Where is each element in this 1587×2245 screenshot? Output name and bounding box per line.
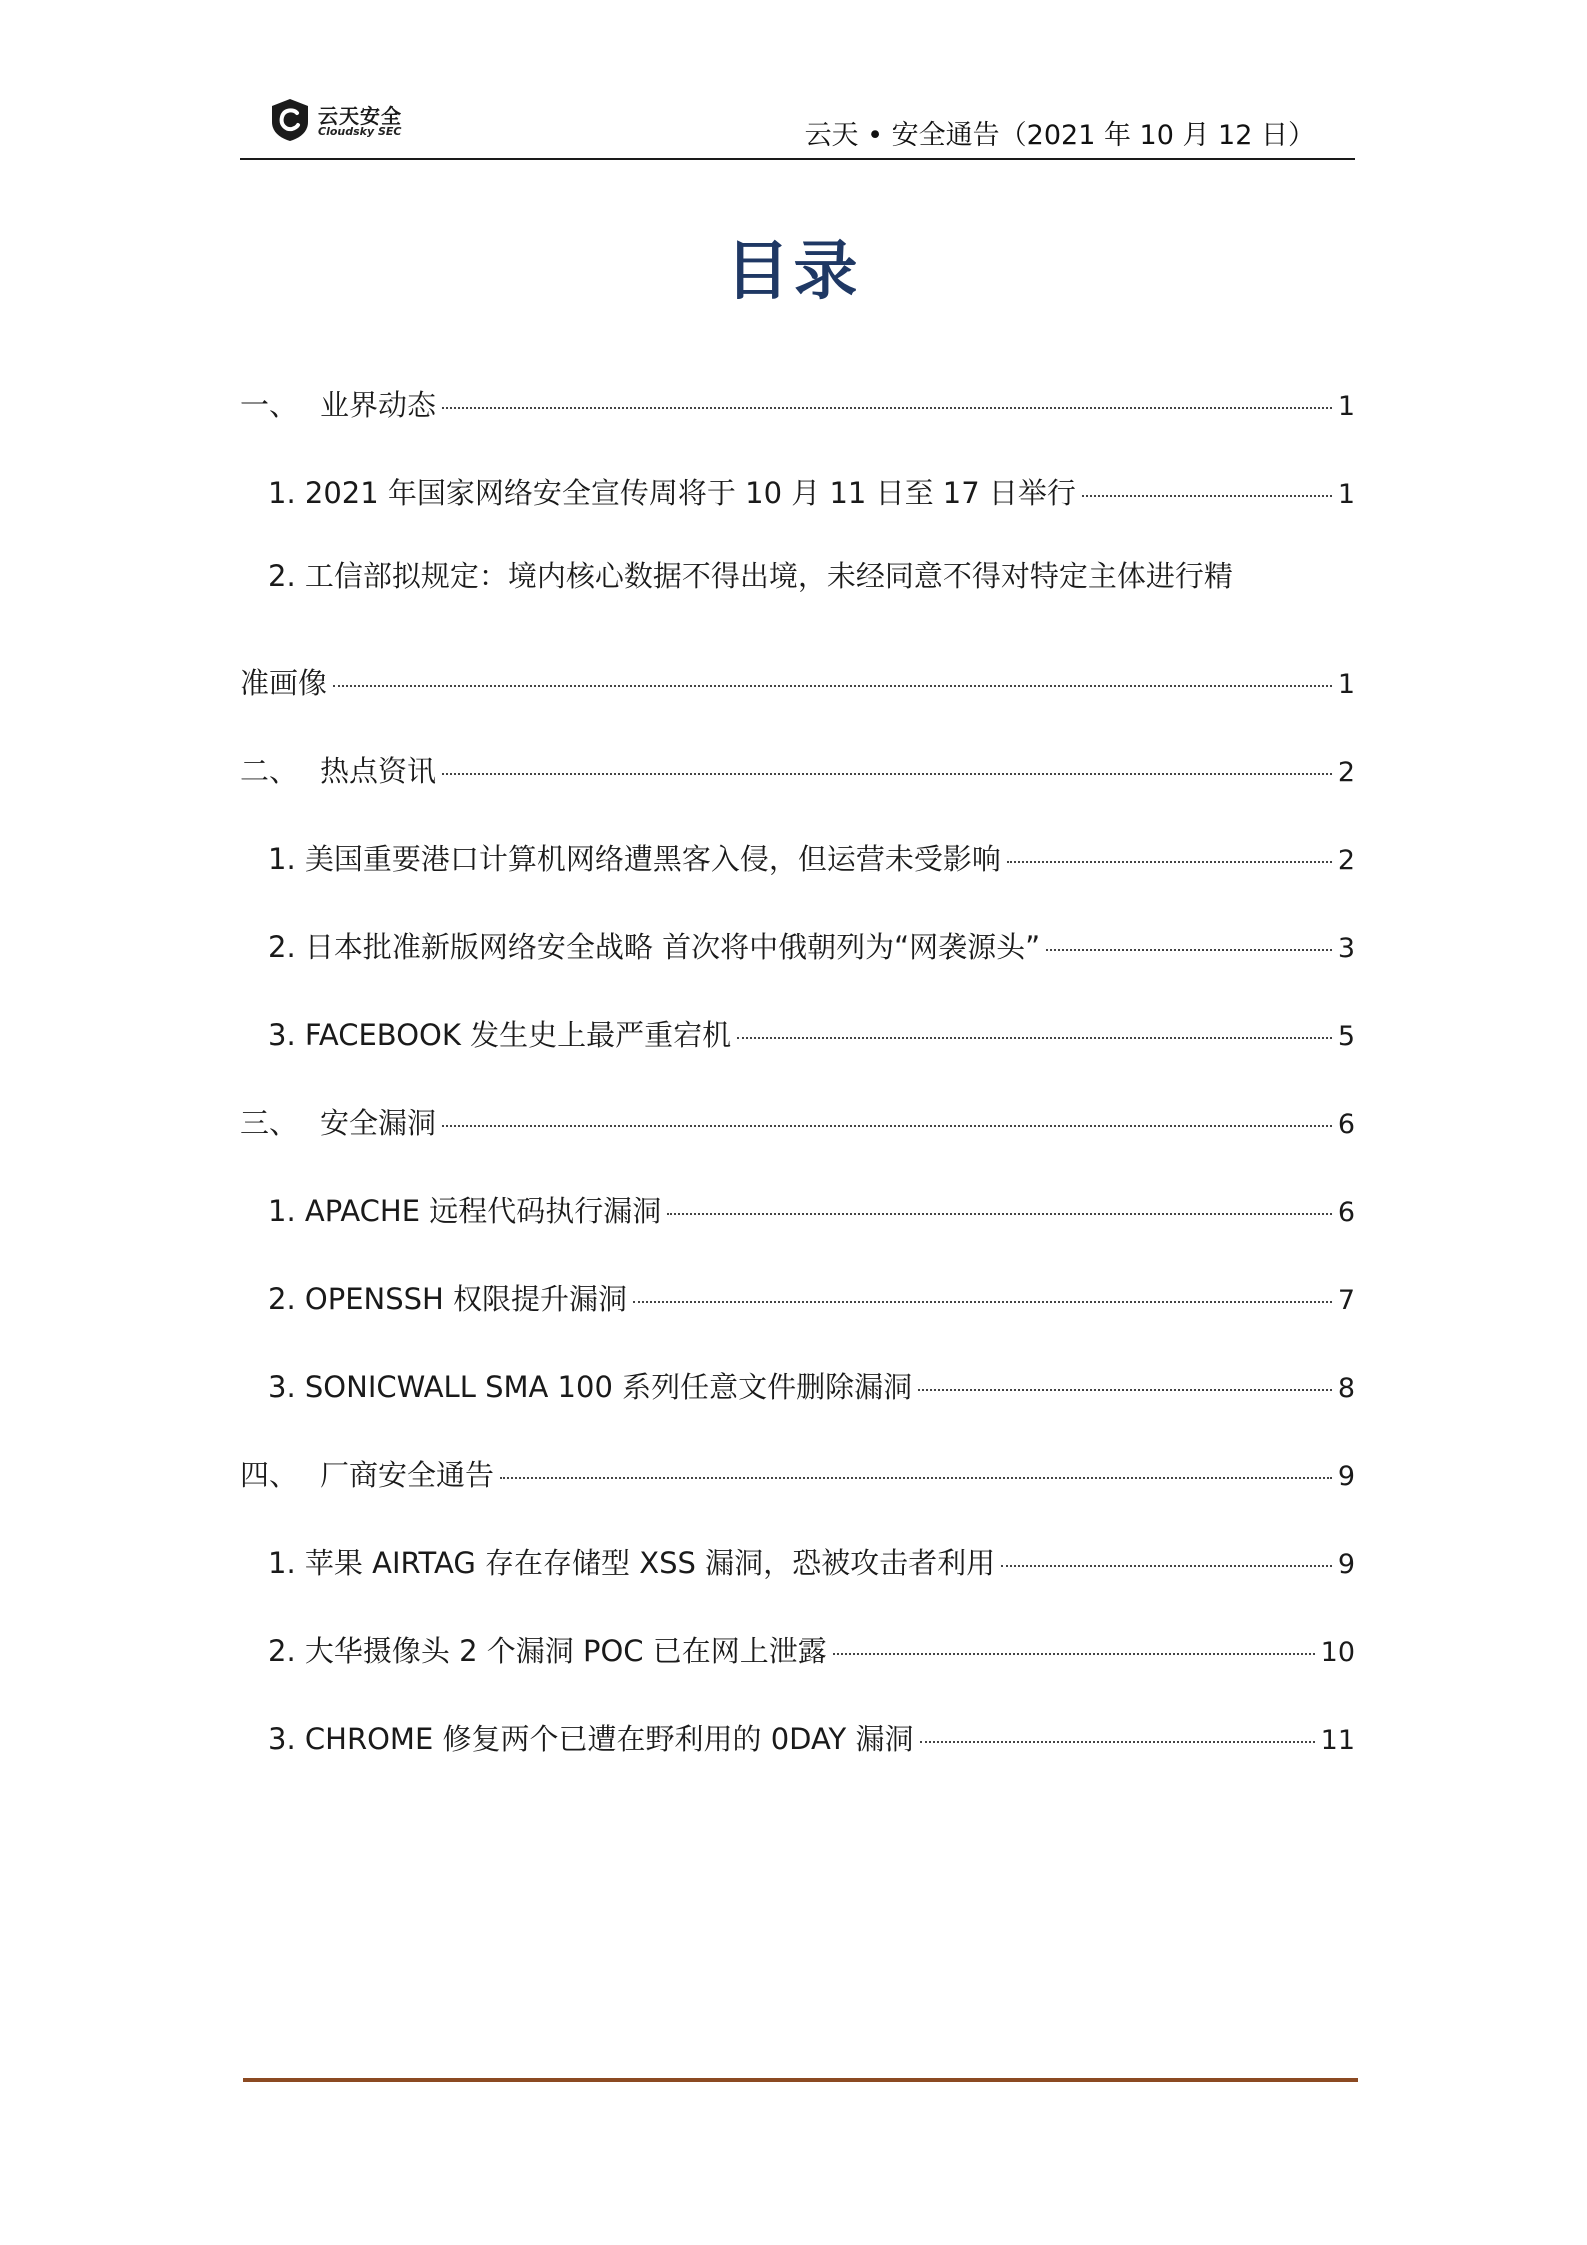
header-title: 云天 • 安全通告（2021 年 10 月 12 日）	[804, 120, 1315, 151]
toc-section-label: 安全漏洞	[320, 1106, 437, 1140]
toc-item-2-1[interactable]	[240, 804, 1355, 892]
table-of-contents	[240, 350, 1355, 1772]
footer-divider	[243, 2078, 1358, 2082]
toc-item-label: 2. OPENSSH 权限提升漏洞	[268, 1282, 628, 1316]
toc-item-3-1[interactable]	[240, 1156, 1355, 1244]
toc-page-number: 2	[1337, 757, 1355, 788]
toc-item-label: 2. 日本批准新版网络安全战略 首次将中俄朝列为“网袭源头”	[268, 930, 1041, 964]
header-divider	[240, 158, 1355, 160]
toc-item-label: 3. CHROME 修复两个已遭在野利用的 0DAY 漏洞	[268, 1722, 914, 1756]
toc-page-number: 1	[1337, 669, 1355, 700]
toc-leader-dots	[833, 1652, 1315, 1655]
toc-page-number: 2	[1337, 845, 1355, 876]
toc-leader-dots	[737, 1036, 1332, 1039]
toc-section-number: 三、	[240, 1106, 299, 1140]
toc-item-label: 1. 2021 年国家网络安全宣传周将于 10 月 11 日至 17 日举行	[268, 476, 1076, 510]
toc-leader-dots	[442, 406, 1332, 409]
toc-item-2-2[interactable]	[240, 892, 1355, 980]
page-header	[240, 95, 1355, 160]
toc-item-label: 3. SONICWALL SMA 100 系列任意文件删除漏洞	[268, 1370, 913, 1404]
toc-page-number: 10	[1320, 1637, 1355, 1668]
toc-item-4-2[interactable]	[240, 1596, 1355, 1684]
toc-item-label: 3. FACEBOOK 发生史上最严重宕机	[268, 1018, 732, 1052]
toc-page-number: 1	[1337, 391, 1355, 422]
toc-page-number: 1	[1337, 479, 1355, 510]
toc-item-1-2[interactable]	[240, 526, 1355, 716]
toc-item-4-3[interactable]	[240, 1684, 1355, 1772]
shield-logo-icon	[270, 98, 310, 142]
toc-section-label: 热点资讯	[320, 754, 437, 788]
toc-item-label-line2: 准画像	[240, 666, 328, 700]
toc-leader-dots	[500, 1476, 1332, 1479]
toc-page-number: 6	[1337, 1197, 1355, 1228]
toc-page-number: 7	[1337, 1285, 1355, 1316]
toc-page-number: 8	[1337, 1373, 1355, 1404]
toc-item-1-1[interactable]	[240, 438, 1355, 526]
toc-item-2-3[interactable]	[240, 980, 1355, 1068]
toc-item-3-3[interactable]	[240, 1332, 1355, 1420]
toc-page-number: 9	[1337, 1461, 1355, 1492]
toc-leader-dots	[333, 684, 1332, 687]
toc-leader-dots	[1001, 1564, 1332, 1567]
toc-leader-dots	[633, 1300, 1332, 1303]
toc-leader-dots	[918, 1388, 1332, 1391]
toc-section-1[interactable]	[240, 350, 1355, 438]
toc-leader-dots	[1007, 860, 1332, 863]
toc-leader-dots	[1082, 494, 1332, 497]
page-title: 目录	[725, 235, 862, 309]
toc-item-4-1[interactable]	[240, 1508, 1355, 1596]
toc-item-label: 2. 大华摄像头 2 个漏洞 POC 已在网上泄露	[268, 1634, 827, 1668]
toc-item-label-line1: 2. 工信部拟规定：境内核心数据不得出境，未经同意不得对特定主体进行精	[268, 559, 1233, 593]
toc-section-4[interactable]	[240, 1420, 1355, 1508]
toc-item-3-2[interactable]	[240, 1244, 1355, 1332]
toc-page-number: 5	[1337, 1021, 1355, 1052]
toc-leader-dots	[442, 1124, 1332, 1127]
toc-leader-dots	[920, 1740, 1315, 1743]
toc-section-3[interactable]	[240, 1068, 1355, 1156]
logo-chinese-name: 云天安全	[318, 104, 402, 128]
company-logo	[270, 98, 410, 143]
toc-leader-dots	[442, 772, 1332, 775]
toc-section-label: 厂商安全通告	[320, 1458, 495, 1492]
toc-leader-dots	[1046, 948, 1332, 951]
toc-section-number: 二、	[240, 754, 299, 788]
toc-page-number: 6	[1337, 1109, 1355, 1140]
toc-item-label: 1. APACHE 远程代码执行漏洞	[268, 1194, 662, 1228]
toc-leader-dots	[667, 1212, 1332, 1215]
toc-section-label: 业界动态	[320, 388, 437, 422]
toc-page-number: 9	[1337, 1549, 1355, 1580]
toc-section-number: 一、	[240, 388, 299, 422]
logo-english-name: Cloudsky SEC	[318, 125, 402, 138]
toc-item-label: 1. 苹果 AIRTAG 存在存储型 XSS 漏洞，恐被攻击者利用	[268, 1546, 996, 1580]
toc-page-number: 3	[1337, 933, 1355, 964]
toc-section-2[interactable]	[240, 716, 1355, 804]
toc-page-number: 11	[1320, 1725, 1355, 1756]
toc-section-number: 四、	[240, 1458, 299, 1492]
toc-item-label: 1. 美国重要港口计算机网络遭黑客入侵，但运营未受影响	[268, 842, 1001, 876]
